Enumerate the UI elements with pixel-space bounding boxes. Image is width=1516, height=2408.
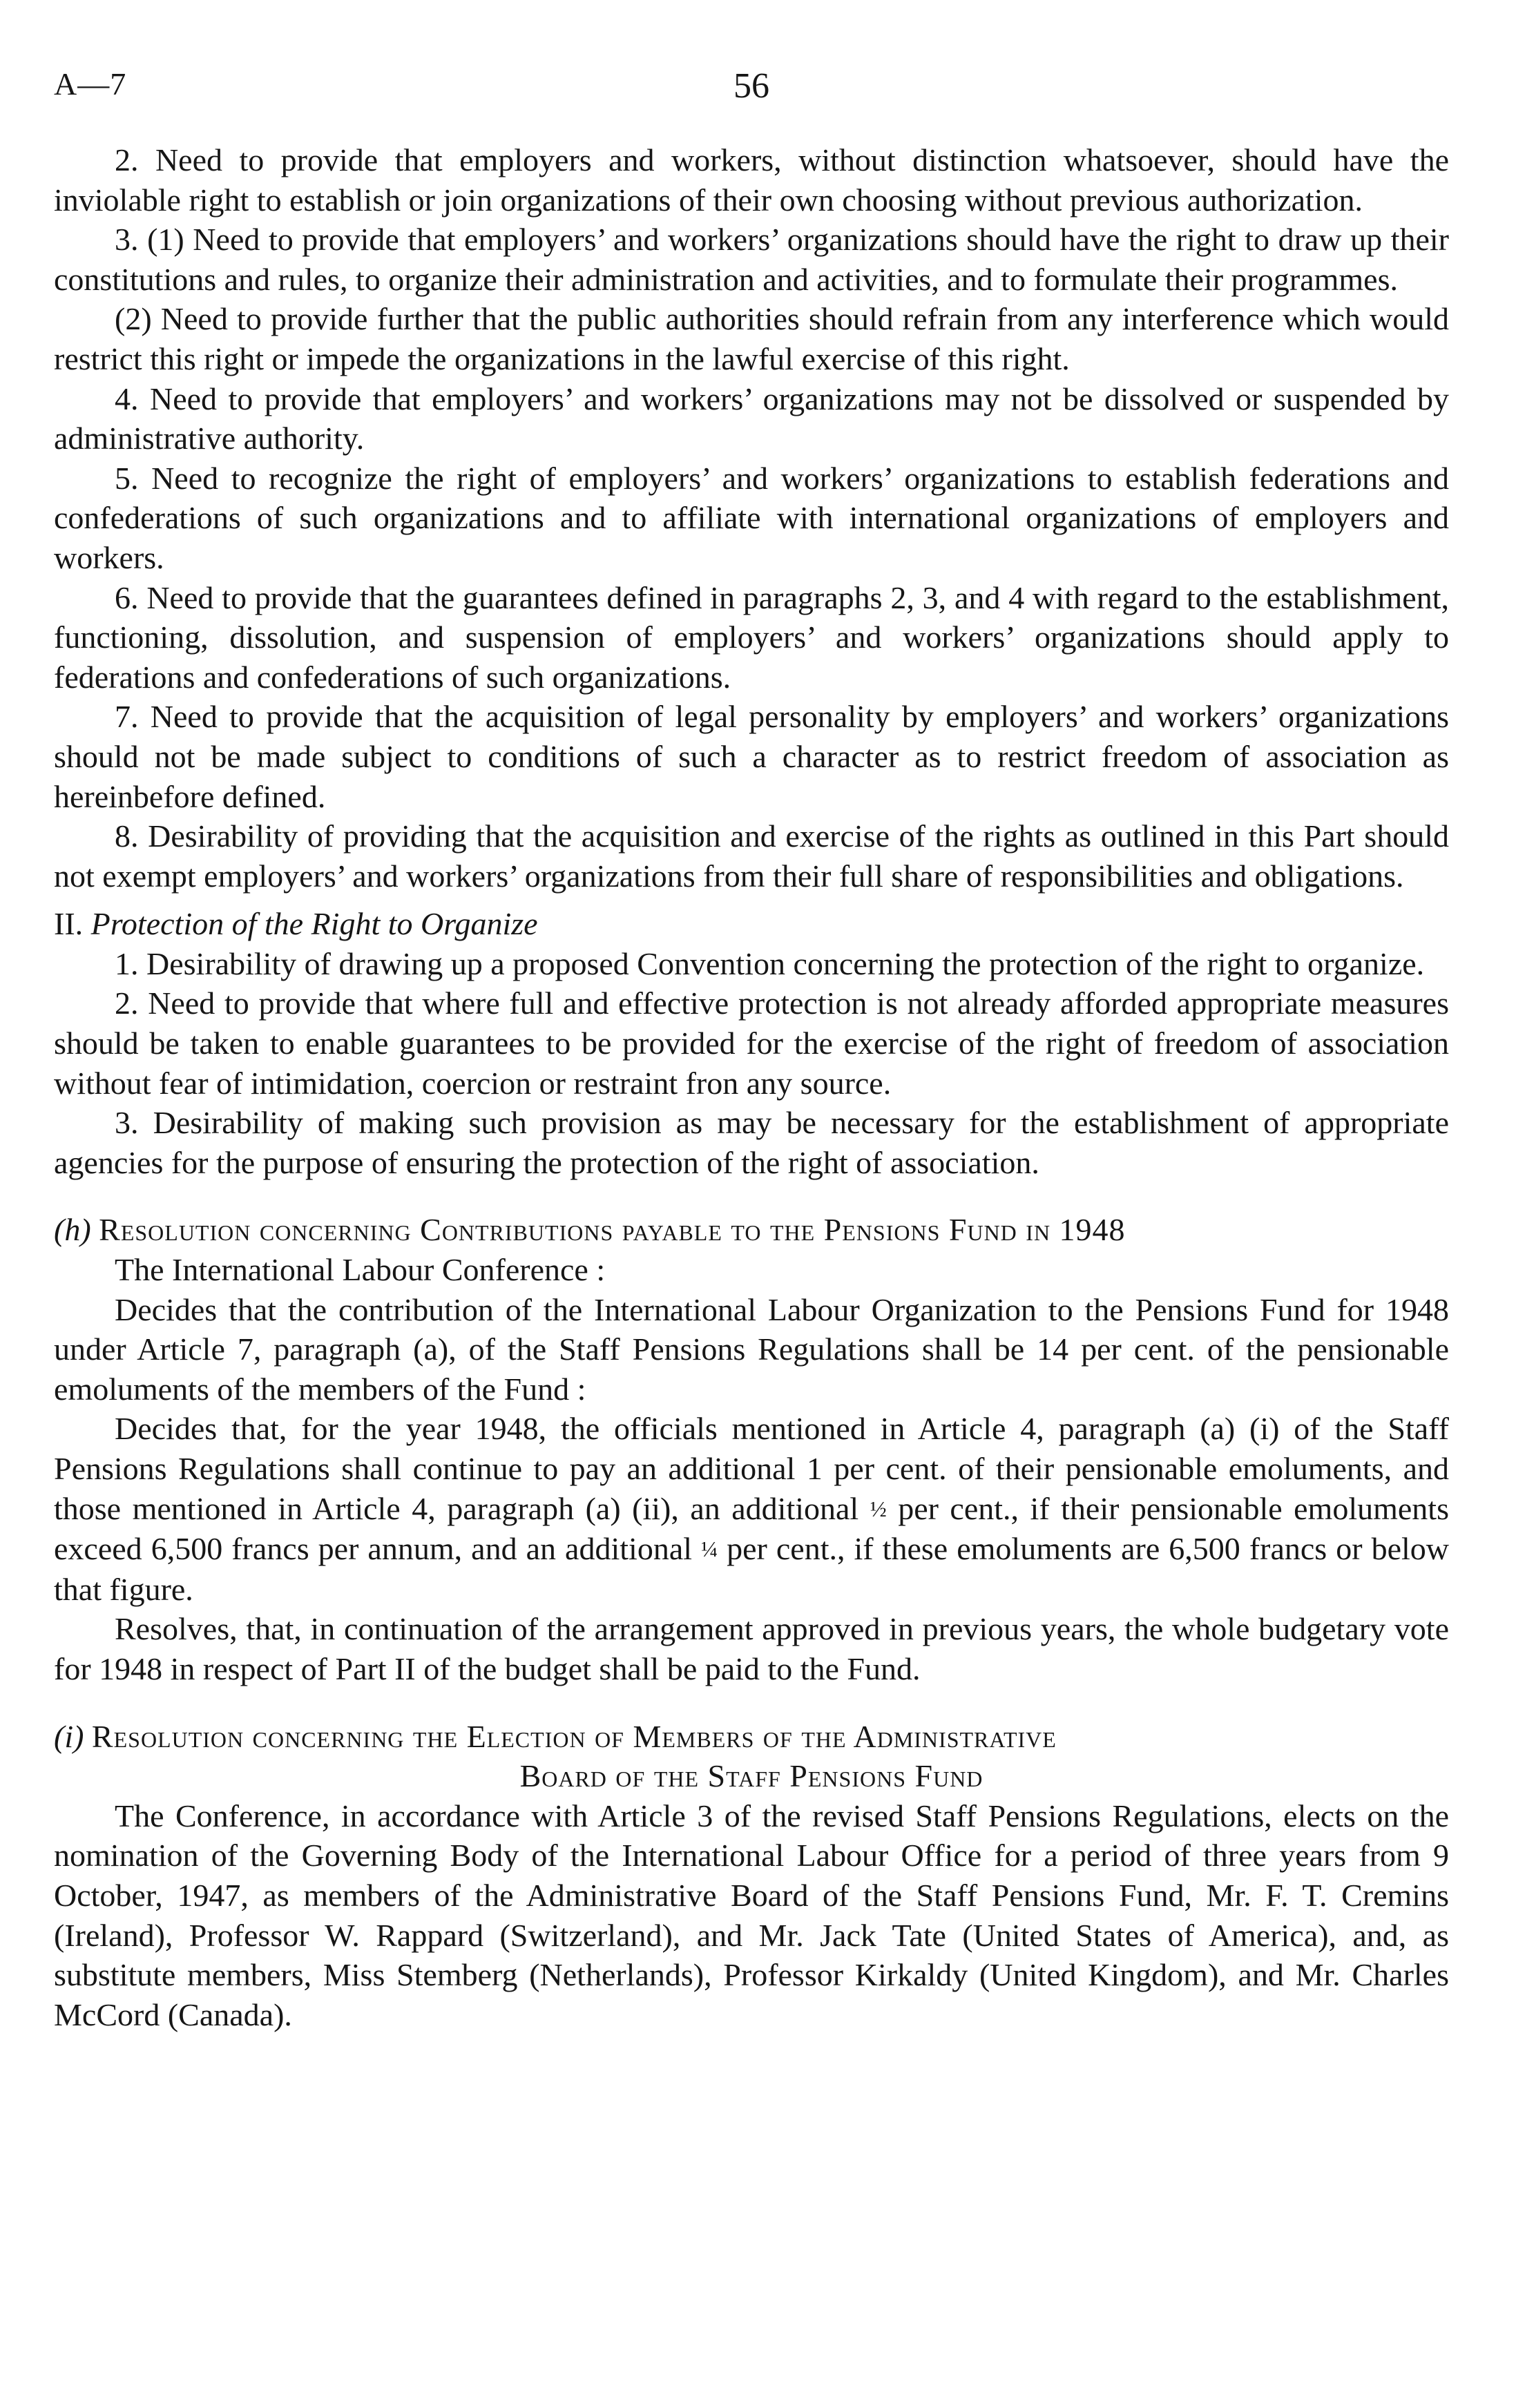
paragraph: Resolves, that, in continuation of the arrangement approved in previous years, the whole budgetary vote for 1948 in respect of Part II of the budget shall be paid to the Fund. <box>54 1611 1449 1686</box>
part-title: Protection of the Right to Organize <box>90 906 538 942</box>
page-header <box>54 66 1449 121</box>
paragraph: 1. Desirability of drawing up a proposed Convention concerning the protection of the right to organize. <box>115 945 1425 981</box>
part-two-protection <box>54 904 1449 1182</box>
paragraph: 7. Need to provide that the acquisition of legal personality by employers’ and workers’ organizations should not be made subject to conditions of such a character as to restrict freedom of association as hereinbefore defined. <box>54 699 1449 814</box>
paragraph: The Conference, in accordance with Article 3 of the revised Staff Pensions Regulations, elects on the nomination of the Governing Body of the International Labour Office for a period of three years from 9 October, 1947, as members of the Administrative Board of the Staff Pensions Fund, Mr. F. T. Cremins (Ireland), Professor W. Rappard (Switzerland), and Mr. Jack Tate (United States of America), and, as substitute members, Miss Stemberg (Netherlands), Professor Kirkaldy (United Kingdom), and Mr. Charles McCord (Canada). <box>54 1798 1449 2032</box>
resolution-title-line2: Board of the Staff Pensions Fund <box>519 1758 984 1794</box>
part-one-provisions <box>54 140 1449 896</box>
paragraph: 3. Desirability of making such provision as may be necessary for the establishment of appropriate agencies for the purpose of ensuring the protection of the right of association. <box>54 1105 1449 1180</box>
paragraph: 8. Desirability of providing that the acquisition and exercise of the rights as outlined in this Part should not exempt employers’ and workers’ organizations from their full share of responsibilities and obligations. <box>54 818 1449 894</box>
report-code: A—7 <box>54 66 127 102</box>
text-run: per cent., if their pensionable emoluments exceed 6,500 francs per annum, and an additional <box>54 1490 1449 1567</box>
paragraph: Decides that the contribution of the International Labour Organization to the Pensions Fund for 1948 under Article 7, paragraph (a), of the Staff Pensions Regulations shall be 14 per cent. of the pensionable emoluments of the members of the Fund : <box>54 1291 1449 1407</box>
text-run: per cent., if these emoluments are 6,500 francs or below that figure. <box>54 1531 1450 1607</box>
part-two-heading <box>54 904 1449 944</box>
paragraph <box>54 1409 1449 1609</box>
document-body <box>54 140 1449 2034</box>
resolution-i-heading <box>54 1717 1449 1757</box>
paragraph: 4. Need to provide that employers’ and workers’ organizations may not be dissolved or suspended by administrative authority. <box>54 381 1449 456</box>
resolution-i <box>54 1717 1449 2035</box>
fraction-quarter: ¼ <box>701 1537 718 1562</box>
paragraph: 5. Need to recognize the right of employers’ and workers’ organizations to establish federations and confederations of such organizations and to affiliate with international organizations of employers and workers. <box>54 460 1449 575</box>
paragraph: 3. (1) Need to provide that employers’ and workers’ organizations should have the right to draw up their constitutions and rules, to organize their administration and activities, and to formulate their programmes. <box>54 222 1449 297</box>
resolution-intro: The International Labour Conference : <box>115 1252 606 1288</box>
resolution-h-heading <box>54 1210 1449 1250</box>
part-numeral: II. <box>54 906 84 942</box>
resolution-title-line1: Resolution concerning the Election of Members of the Administrative <box>91 1718 1057 1754</box>
paragraph: 2. Need to provide that where full and effective protection is not already afforded appropriate measures should be taken to enable guarantees to be provided for the exercise of the right of freedom of association without fear of intimidation, coercion or restraint fron any source. <box>54 985 1449 1101</box>
paragraph: 6. Need to provide that the guarantees defined in paragraphs 2, 3, and 4 with regard to the establishment, functioning, dissolution, and suspension of employers’ and workers’ organizations should apply to federations and confederations of such organizations. <box>54 579 1449 695</box>
paragraph: 2. Need to provide that employers and workers, without distinction whatsoever, should have the inviolable right to establish or join organizations of their own choosing without previous authorization. <box>54 142 1449 218</box>
resolution-letter: (h) <box>54 1212 91 1248</box>
resolution-title: Resolution concerning Contributions payable to the Pensions Fund in 1948 <box>99 1212 1126 1248</box>
text-run: Decides that, for the year 1948, the officials mentioned in Article 4, paragraph (a) (i) of the Staff Pensions Regulations shall continue to pay an additional 1 per cent. of their pensionable emoluments, and those mentioned in Article 4, paragraph (a) (ii), an additional <box>54 1411 1449 1526</box>
fraction-half: ½ <box>870 1496 887 1521</box>
resolution-letter: (i) <box>54 1718 84 1754</box>
resolution-h <box>54 1210 1449 1688</box>
paragraph: (2) Need to provide further that the public authorities should refrain from any interference which would restrict this right or impede the organizations in the lawful exercise of this right. <box>54 301 1449 376</box>
page-number: 56 <box>733 66 769 106</box>
